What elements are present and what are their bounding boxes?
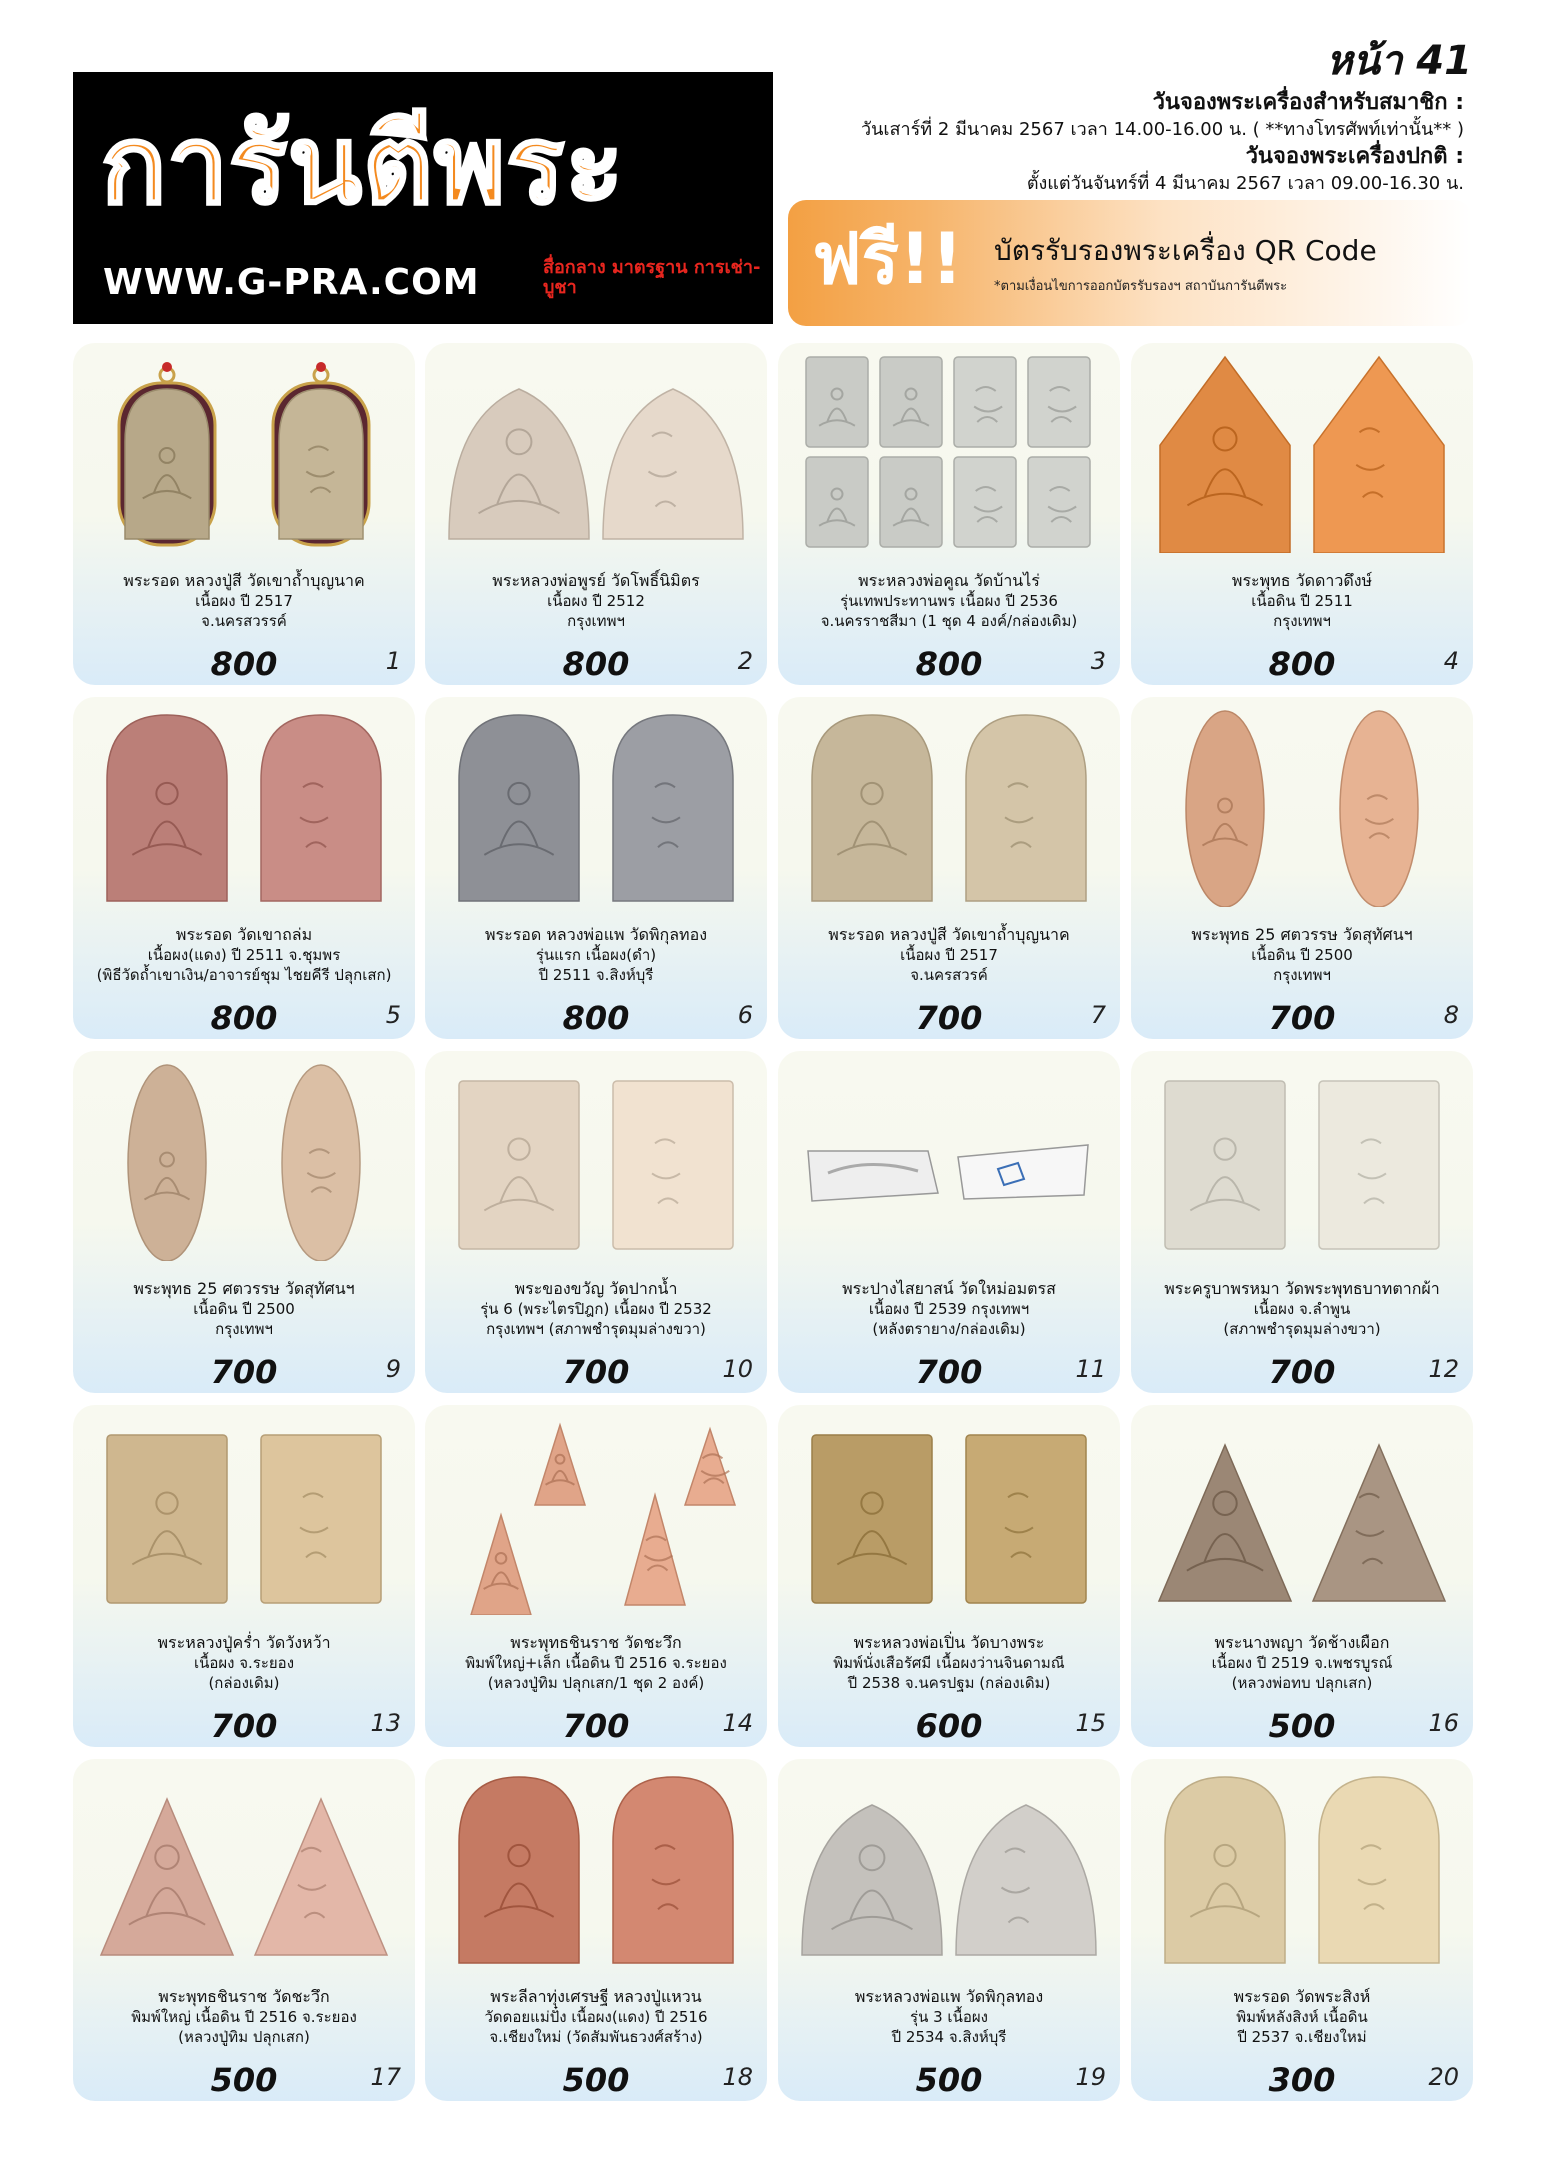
- amulet-detail: รุ่นแรก เนื้อผง(ดำ): [535, 946, 657, 964]
- brand-tagline: สื่อกลาง มาตรฐาน การเช่า-บูชา: [543, 257, 761, 298]
- item-number: 12: [1428, 1355, 1459, 1383]
- item-number: 3: [1090, 647, 1106, 675]
- amulet-card[interactable]: [778, 343, 1120, 685]
- brand-logo-title: การันตีพระ: [101, 103, 625, 228]
- amulet-photo: [1141, 353, 1463, 553]
- amulet-photo: [788, 1061, 1110, 1261]
- amulet-card[interactable]: [73, 1405, 415, 1747]
- amulet-name: พระรอด วัดเขาถล่ม: [175, 925, 313, 944]
- member-booking-title: วันจองพระเครื่องสำหรับสมาชิก :: [1152, 90, 1464, 115]
- amulet-detail: ปี 2537 จ.เชียงใหม่: [1237, 2028, 1367, 2046]
- amulet-name: พระรอด หลวงพ่อแพ วัดพิกุลทอง: [484, 925, 708, 944]
- amulet-detail: จ.นครราชสีมา (1 ชุด 4 องค์/กล่องเดิม): [820, 612, 1078, 630]
- amulet-detail: รุ่น 3 เนื้อผง: [910, 2008, 988, 2026]
- amulet-card[interactable]: [73, 1051, 415, 1393]
- amulet-description: [77, 1987, 411, 2047]
- amulet-detail: (กล่องเดิม): [208, 1674, 280, 1692]
- amulet-name: พระพุทธ วัดดาวดึงษ์: [1231, 571, 1373, 590]
- amulet-name: พระรอด หลวงปู่สี วัดเขาถ้ำบุญนาค: [123, 571, 365, 590]
- amulet-photo: [788, 1769, 1110, 1969]
- amulet-detail: เนื้อผง ปี 2512: [547, 592, 645, 610]
- amulet-price: 300: [1268, 2061, 1336, 2099]
- amulet-detail: กรุงเทพฯ: [1273, 612, 1331, 630]
- amulet-name: พระรอด หลวงปู่สี วัดเขาถ้ำบุญนาค: [828, 925, 1070, 944]
- amulet-card[interactable]: [425, 1405, 767, 1747]
- amulet-description: [782, 1279, 1116, 1339]
- amulet-detail: กรุงเทพฯ: [215, 1320, 273, 1338]
- amulet-description: [429, 1279, 763, 1339]
- amulet-price: 700: [1268, 999, 1336, 1037]
- amulet-price: 700: [915, 999, 983, 1037]
- amulet-card[interactable]: [778, 697, 1120, 1039]
- brand-banner[interactable]: [73, 72, 773, 324]
- amulet-detail: (หลังตรายาง/กล่องเดิม): [872, 1320, 1026, 1338]
- amulet-detail: เนื้อผง ปี 2519 จ.เพชรบูรณ์: [1211, 1654, 1393, 1672]
- amulet-detail: กรุงเทพฯ: [567, 612, 625, 630]
- amulet-detail: เนื้อผง ปี 2539 กรุงเทพฯ: [868, 1300, 1030, 1318]
- item-number: 17: [370, 2063, 401, 2091]
- item-number: 15: [1075, 1709, 1106, 1737]
- amulet-price: 700: [562, 1353, 630, 1391]
- page-number: หน้า 41: [1326, 38, 1472, 84]
- amulet-description: [77, 571, 411, 631]
- amulet-detail: เนื้อผง จ.ลำพูน: [1253, 1300, 1351, 1318]
- item-number: 14: [722, 1709, 753, 1737]
- amulet-detail: (หลวงปู่ทิม ปลุกเสก/1 ชุด 2 องค์): [487, 1674, 705, 1692]
- amulet-card[interactable]: [1131, 1051, 1473, 1393]
- amulet-card[interactable]: [425, 1759, 767, 2101]
- amulet-photo: [1141, 1415, 1463, 1615]
- amulet-description: [782, 1633, 1116, 1693]
- amulet-price: 600: [915, 1707, 983, 1745]
- amulet-name: พระหลวงพ่อแพ วัดพิกุลทอง: [854, 1987, 1044, 2006]
- amulet-detail: วัดดอยแม่ปั๋ง เนื้อผง(แดง) ปี 2516: [484, 2008, 708, 2026]
- amulet-description: [782, 1987, 1116, 2047]
- amulet-price: 800: [210, 999, 278, 1037]
- item-number: 4: [1443, 647, 1459, 675]
- amulet-card[interactable]: [425, 1051, 767, 1393]
- amulet-name: พระลีลาทุ่งเศรษฐี หลวงปู่แหวน: [490, 1987, 702, 2006]
- amulet-description: [429, 571, 763, 631]
- amulet-name: พระพุทธ 25 ศตวรรษ วัดสุทัศนฯ: [1191, 925, 1413, 944]
- amulet-card[interactable]: [73, 1759, 415, 2101]
- amulet-name: พระพุทธชินราช วัดชะวึก: [510, 1633, 682, 1652]
- amulet-price: 700: [1268, 1353, 1336, 1391]
- amulet-detail: พิมพ์ใหญ่+เล็ก เนื้อดิน ปี 2516 จ.ระยอง: [465, 1654, 727, 1672]
- amulet-price: 700: [562, 1707, 630, 1745]
- amulet-detail: เนื้อดิน ปี 2511: [1251, 592, 1353, 610]
- item-number: 1: [385, 647, 401, 675]
- item-number: 7: [1090, 1001, 1106, 1029]
- amulet-price: 800: [562, 999, 630, 1037]
- amulet-card[interactable]: [1131, 343, 1473, 685]
- amulet-detail: (พิธีวัดถ้ำเขาเงิน/อาจารย์ชุม ไชยคีรี ปลุกเสก): [96, 966, 392, 984]
- amulet-photo: [83, 353, 405, 553]
- free-certificate-banner: [788, 200, 1472, 326]
- amulet-card[interactable]: [778, 1405, 1120, 1747]
- amulet-photo: [435, 1061, 757, 1261]
- amulet-detail: (หลวงพ่อทบ ปลุกเสก): [1231, 1674, 1373, 1692]
- amulet-name: พระพุทธชินราช วัดชะวึก: [158, 1987, 330, 2006]
- item-number: 16: [1428, 1709, 1459, 1737]
- amulet-description: [429, 925, 763, 985]
- amulet-name: พระหลวงพ่อคูณ วัดบ้านไร่: [858, 571, 1040, 590]
- amulet-description: [77, 1279, 411, 1339]
- amulet-description: [77, 1633, 411, 1693]
- amulet-description: [1135, 1279, 1469, 1339]
- amulet-detail: (หลวงปู่ทิม ปลุกเสก): [178, 2028, 310, 2046]
- amulet-price: 500: [1268, 1707, 1336, 1745]
- amulet-detail: ปี 2534 จ.สิงห์บุรี: [891, 2028, 1007, 2046]
- free-certificate-note: *ตามเงื่อนไขการออกบัตรรับรองฯ สถาบันการันตีพระ: [994, 279, 1288, 294]
- amulet-photo: [83, 1769, 405, 1969]
- amulet-photo: [83, 707, 405, 907]
- amulet-card[interactable]: [1131, 1759, 1473, 2101]
- amulet-description: [782, 925, 1116, 985]
- amulet-detail: ปี 2511 จ.สิงห์บุรี: [538, 966, 654, 984]
- amulet-description: [1135, 1987, 1469, 2047]
- amulet-photo: [1141, 1061, 1463, 1261]
- amulet-detail: เนื้อผง ปี 2517: [900, 946, 998, 964]
- amulet-description: [1135, 1633, 1469, 1693]
- amulet-price: 500: [915, 2061, 983, 2099]
- amulet-name: พระนางพญา วัดช้างเผือก: [1214, 1633, 1390, 1652]
- amulet-photo: [788, 1415, 1110, 1615]
- amulet-price: 700: [210, 1353, 278, 1391]
- amulet-name: พระหลวงปู่คร่ำ วัดวังหว้า: [157, 1633, 331, 1652]
- item-number: 18: [722, 2063, 753, 2091]
- amulet-name: พระพุทธ 25 ศตวรรษ วัดสุทัศนฯ: [133, 1279, 355, 1298]
- amulet-description: [429, 1633, 763, 1693]
- amulet-detail: พิมพ์นั่งเสือรัศมี เนื้อผงว่านจินดามณี: [833, 1654, 1065, 1672]
- amulet-photo: [1141, 1769, 1463, 1969]
- amulet-name: พระปางไสยาสน์ วัดใหม่อมตรส: [842, 1279, 1056, 1298]
- amulet-detail: เนื้อผง(แดง) ปี 2511 จ.ชุมพร: [147, 946, 341, 964]
- amulet-price: 800: [1268, 645, 1336, 683]
- amulet-detail: กรุงเทพฯ: [1273, 966, 1331, 984]
- amulet-grid: [73, 343, 1473, 2151]
- amulet-card[interactable]: [425, 697, 767, 1039]
- item-number: 8: [1443, 1001, 1459, 1029]
- booking-info: [764, 88, 1464, 196]
- amulet-card[interactable]: [425, 343, 767, 685]
- amulet-detail: (สภาพชำรุดมุมล่างขวา): [1223, 1320, 1381, 1338]
- item-number: 5: [385, 1001, 401, 1029]
- amulet-description: [1135, 925, 1469, 985]
- amulet-card[interactable]: [73, 343, 415, 685]
- amulet-detail: เนื้อผง ปี 2517: [195, 592, 293, 610]
- amulet-description: [1135, 571, 1469, 631]
- amulet-name: พระหลวงพ่อพูรย์ วัดโพธิ์นิมิตร: [492, 571, 700, 590]
- amulet-description: [782, 571, 1116, 631]
- amulet-detail: พิมพ์ใหญ่ เนื้อดิน ปี 2516 จ.ระยอง: [131, 2008, 357, 2026]
- amulet-photo: [83, 1415, 405, 1615]
- brand-url[interactable]: WWW.G-PRA.COM: [103, 262, 480, 303]
- amulet-card[interactable]: [73, 697, 415, 1039]
- amulet-name: พระของขวัญ วัดปากน้ำ: [514, 1279, 678, 1298]
- amulet-photo: [435, 1415, 757, 1615]
- amulet-price: 800: [562, 645, 630, 683]
- item-number: 2: [737, 647, 753, 675]
- amulet-description: [77, 925, 411, 985]
- amulet-name: พระรอด วัดพระสิงห์: [1233, 1987, 1371, 2006]
- amulet-card[interactable]: [1131, 1405, 1473, 1747]
- amulet-card[interactable]: [778, 1759, 1120, 2101]
- amulet-detail: พิมพ์หลังสิงห์ เนื้อดิน: [1236, 2008, 1368, 2026]
- amulet-photo: [788, 707, 1110, 907]
- free-word: ฟรี!!: [812, 218, 964, 300]
- amulet-detail: เนื้อผง จ.ระยอง: [193, 1654, 295, 1672]
- amulet-price: 700: [915, 1353, 983, 1391]
- amulet-detail: จ.นครสวรค์: [910, 966, 988, 984]
- amulet-detail: รุ่นเทพประทานพร เนื้อผง ปี 2536: [840, 592, 1058, 610]
- free-certificate-text: บัตรรับรองพระเครื่อง QR Code: [994, 234, 1377, 267]
- amulet-card[interactable]: [778, 1051, 1120, 1393]
- amulet-price: 800: [915, 645, 983, 683]
- amulet-photo: [1141, 707, 1463, 907]
- amulet-name: พระหลวงพ่อเปิ่น วัดบางพระ: [853, 1633, 1045, 1652]
- normal-booking-time: ตั้งแต่วันจันทร์ที่ 4 มีนาคม 2567 เวลา 09.00-16.30 น.: [1026, 173, 1464, 194]
- item-number: 19: [1075, 2063, 1106, 2091]
- amulet-name: พระครูบาพรหมา วัดพระพุทธบาทตากผ้า: [1164, 1279, 1440, 1298]
- amulet-detail: รุ่น 6 (พระไตรปิฎก) เนื้อผง ปี 2532: [480, 1300, 712, 1318]
- amulet-description: [429, 1987, 763, 2047]
- item-number: 6: [737, 1001, 753, 1029]
- item-number: 10: [722, 1355, 753, 1383]
- item-number: 11: [1075, 1355, 1106, 1383]
- amulet-photo: [788, 353, 1110, 553]
- amulet-photo: [435, 707, 757, 907]
- amulet-photo: [83, 1061, 405, 1261]
- amulet-photo: [435, 1769, 757, 1969]
- amulet-photo: [435, 353, 757, 553]
- amulet-detail: ปี 2538 จ.นครปฐม (กล่องเดิม): [847, 1674, 1051, 1692]
- amulet-detail: จ.นครสวรรค์: [201, 612, 287, 630]
- amulet-detail: กรุงเทพฯ (สภาพชำรุดมุมล่างขวา): [486, 1320, 706, 1338]
- amulet-price: 500: [210, 2061, 278, 2099]
- item-number: 20: [1428, 2063, 1459, 2091]
- item-number: 9: [385, 1355, 401, 1383]
- amulet-price: 700: [210, 1707, 278, 1745]
- amulet-card[interactable]: [1131, 697, 1473, 1039]
- amulet-detail: เนื้อดิน ปี 2500: [193, 1300, 295, 1318]
- amulet-detail: เนื้อดิน ปี 2500: [1251, 946, 1353, 964]
- amulet-detail: จ.เชียงใหม่ (วัดสัมพันธวงศ์สร้าง): [489, 2028, 703, 2046]
- item-number: 13: [370, 1709, 401, 1737]
- normal-booking-title: วันจองพระเครื่องปกติ :: [1245, 144, 1464, 169]
- amulet-price: 500: [562, 2061, 630, 2099]
- amulet-price: 800: [210, 645, 278, 683]
- member-booking-time: วันเสาร์ที่ 2 มีนาคม 2567 เวลา 14.00-16.00 น. ( **ทางโทรศัพท์เท่านั้น** ): [860, 119, 1464, 140]
